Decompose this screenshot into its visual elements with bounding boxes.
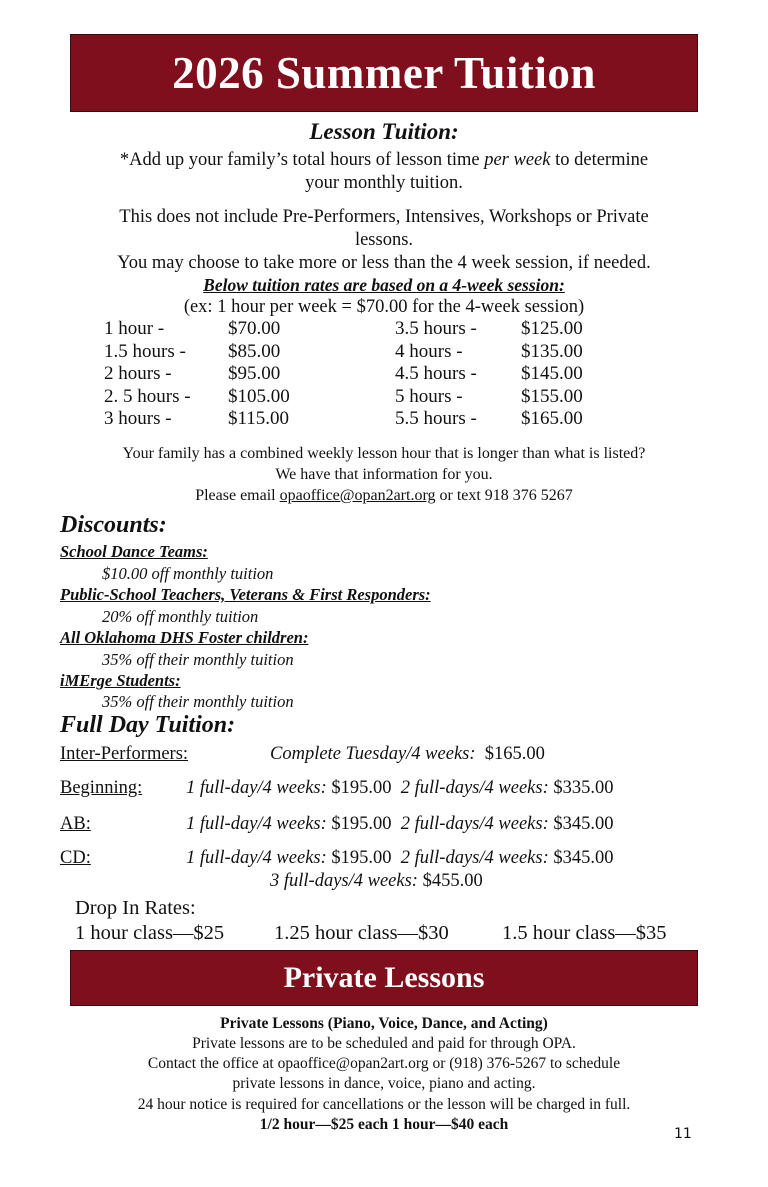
rate-hours: 1.5 hours - <box>104 341 186 362</box>
drop-in-class: 1 hour class—$25 <box>75 922 225 944</box>
longer-hours-answer: We have that information for you. <box>275 466 493 483</box>
private-lessons-title: Private Lessons <box>283 961 485 994</box>
rate-price: $345.00 <box>553 814 614 834</box>
discount-detail: 35% off their monthly tuition <box>102 692 294 711</box>
discount-category: Public-School Teachers, Veterans & First Responders: <box>60 585 431 604</box>
inter-price: $165.00 <box>484 744 545 764</box>
rate-hours: 2 hours - <box>104 363 172 384</box>
private-subtitle: Private Lessons (Piano, Voice, Dance, and Acting) <box>220 1015 548 1032</box>
discount-category: All Oklahoma DHS Foster children: <box>60 628 309 647</box>
beginning-label: Beginning: <box>60 778 143 798</box>
cd-rates <box>186 847 613 869</box>
rate-hours: 4.5 hours - <box>395 363 477 384</box>
exclusion-line-2: lessons. <box>354 230 414 250</box>
rate-price: $195.00 <box>331 814 392 834</box>
discount-category: iMErge Students: <box>60 671 181 690</box>
rate-price: $95.00 <box>228 363 281 384</box>
contact-text-b: or text 918 376 5267 <box>435 487 573 504</box>
private-prices: 1/2 hour—$25 each 1 hour—$40 each <box>259 1116 509 1133</box>
private-lessons-banner <box>70 950 698 1006</box>
ab-label: AB: <box>60 814 91 834</box>
drop-in-class: 1.25 hour class—$30 <box>274 922 449 944</box>
discount-detail: $10.00 off monthly tuition <box>102 564 274 583</box>
rate-price: $195.00 <box>331 778 392 798</box>
rate-hours: 4 hours - <box>395 341 463 362</box>
rate-desc: 1 full-day/4 weeks: <box>186 778 327 798</box>
page-title: 2026 Summer Tuition <box>172 48 596 98</box>
intro-text-b: to determine <box>550 150 649 170</box>
rate-hours: 1 hour - <box>104 318 165 339</box>
rate-price: $455.00 <box>422 871 483 891</box>
discount-category: School Dance Teams: <box>60 542 208 561</box>
full-day-heading: Full Day Tuition: <box>60 712 236 738</box>
private-line: private lessons in dance, voice, piano and acting. <box>232 1075 536 1092</box>
rate-price: $345.00 <box>553 848 614 868</box>
rate-price: $125.00 <box>521 318 583 339</box>
cd-label: CD: <box>60 848 91 868</box>
rate-price: $335.00 <box>553 778 614 798</box>
rate-price: $105.00 <box>228 386 290 407</box>
rate-price: $85.00 <box>228 341 281 362</box>
longer-hours-question: Your family has a combined weekly lesson hour that is longer than what is listed? <box>122 445 646 462</box>
rate-price: $165.00 <box>521 408 583 429</box>
rate-desc: 3 full-days/4 weeks: <box>270 871 418 891</box>
inter-desc: Complete Tuesday/4 weeks: <box>270 744 476 764</box>
private-line: Contact the office at opaoffice@opan2art.org or (918) 376-5267 to schedule <box>147 1055 621 1072</box>
ab-rates <box>186 813 613 835</box>
discount-detail: 20% off monthly tuition <box>102 607 259 626</box>
intro-text-a: *Add up your family’s total hours of lesson time <box>119 150 485 170</box>
rate-price: $195.00 <box>331 848 392 868</box>
rate-price: $135.00 <box>521 341 583 362</box>
rate-price: $155.00 <box>521 386 583 407</box>
rate-desc: 2 full-days/4 weeks: <box>400 814 549 834</box>
intro-line <box>40 149 728 171</box>
rate-price: $70.00 <box>228 318 281 339</box>
rate-price: $145.00 <box>521 363 583 384</box>
session-note: Below tuition rates are based on a 4-week session: <box>203 275 565 295</box>
page-number: 11 <box>674 1126 692 1142</box>
rate-desc: 2 full-days/4 weeks: <box>400 848 549 868</box>
contact-email-link[interactable]: opaoffice@opan2art.org <box>279 487 436 504</box>
contact-text-a: Please email <box>195 487 280 504</box>
rate-hours: 2. 5 hours - <box>104 386 191 407</box>
exclusion-line: This does not include Pre-Performers, Intensives, Workshops or Private <box>119 207 649 227</box>
session-choice-line: You may choose to take more or less than the 4 week session, if needed. <box>117 253 651 273</box>
rate-desc: 1 full-day/4 weeks: <box>186 814 327 834</box>
private-line: Private lessons are to be scheduled and paid for through OPA. <box>192 1035 576 1052</box>
rate-example: (ex: 1 hour per week = $70.00 for the 4-week session) <box>183 297 585 317</box>
rate-hours: 3.5 hours - <box>395 318 477 339</box>
rate-hours: 3 hours - <box>104 408 172 429</box>
drop-in-heading: Drop In Rates: <box>75 897 196 919</box>
discounts-heading: Discounts: <box>60 512 167 538</box>
rate-price: $115.00 <box>228 408 290 429</box>
title-banner <box>70 34 698 112</box>
beginning-rates <box>186 777 613 799</box>
drop-in-class: 1.5 hour class—$35 <box>502 922 667 944</box>
intro-line-2: your monthly tuition. <box>305 173 463 193</box>
rate-desc: 2 full-days/4 weeks: <box>400 778 549 798</box>
private-line: 24 hour notice is required for cancellations or the lesson will be charged in full. <box>137 1096 631 1113</box>
cd-extra-rate <box>270 870 483 892</box>
contact-line <box>40 485 728 506</box>
intro-emphasis: per week <box>484 150 551 170</box>
inter-performers-rate <box>270 743 545 765</box>
rate-desc: 1 full-day/4 weeks: <box>186 848 327 868</box>
rate-hours: 5 hours - <box>395 386 463 407</box>
rate-hours: 5.5 hours - <box>395 408 477 429</box>
lesson-tuition-heading: Lesson Tuition: <box>309 119 459 144</box>
inter-performers-label: Inter-Performers: <box>60 744 189 764</box>
discount-detail: 35% off their monthly tuition <box>102 650 294 669</box>
